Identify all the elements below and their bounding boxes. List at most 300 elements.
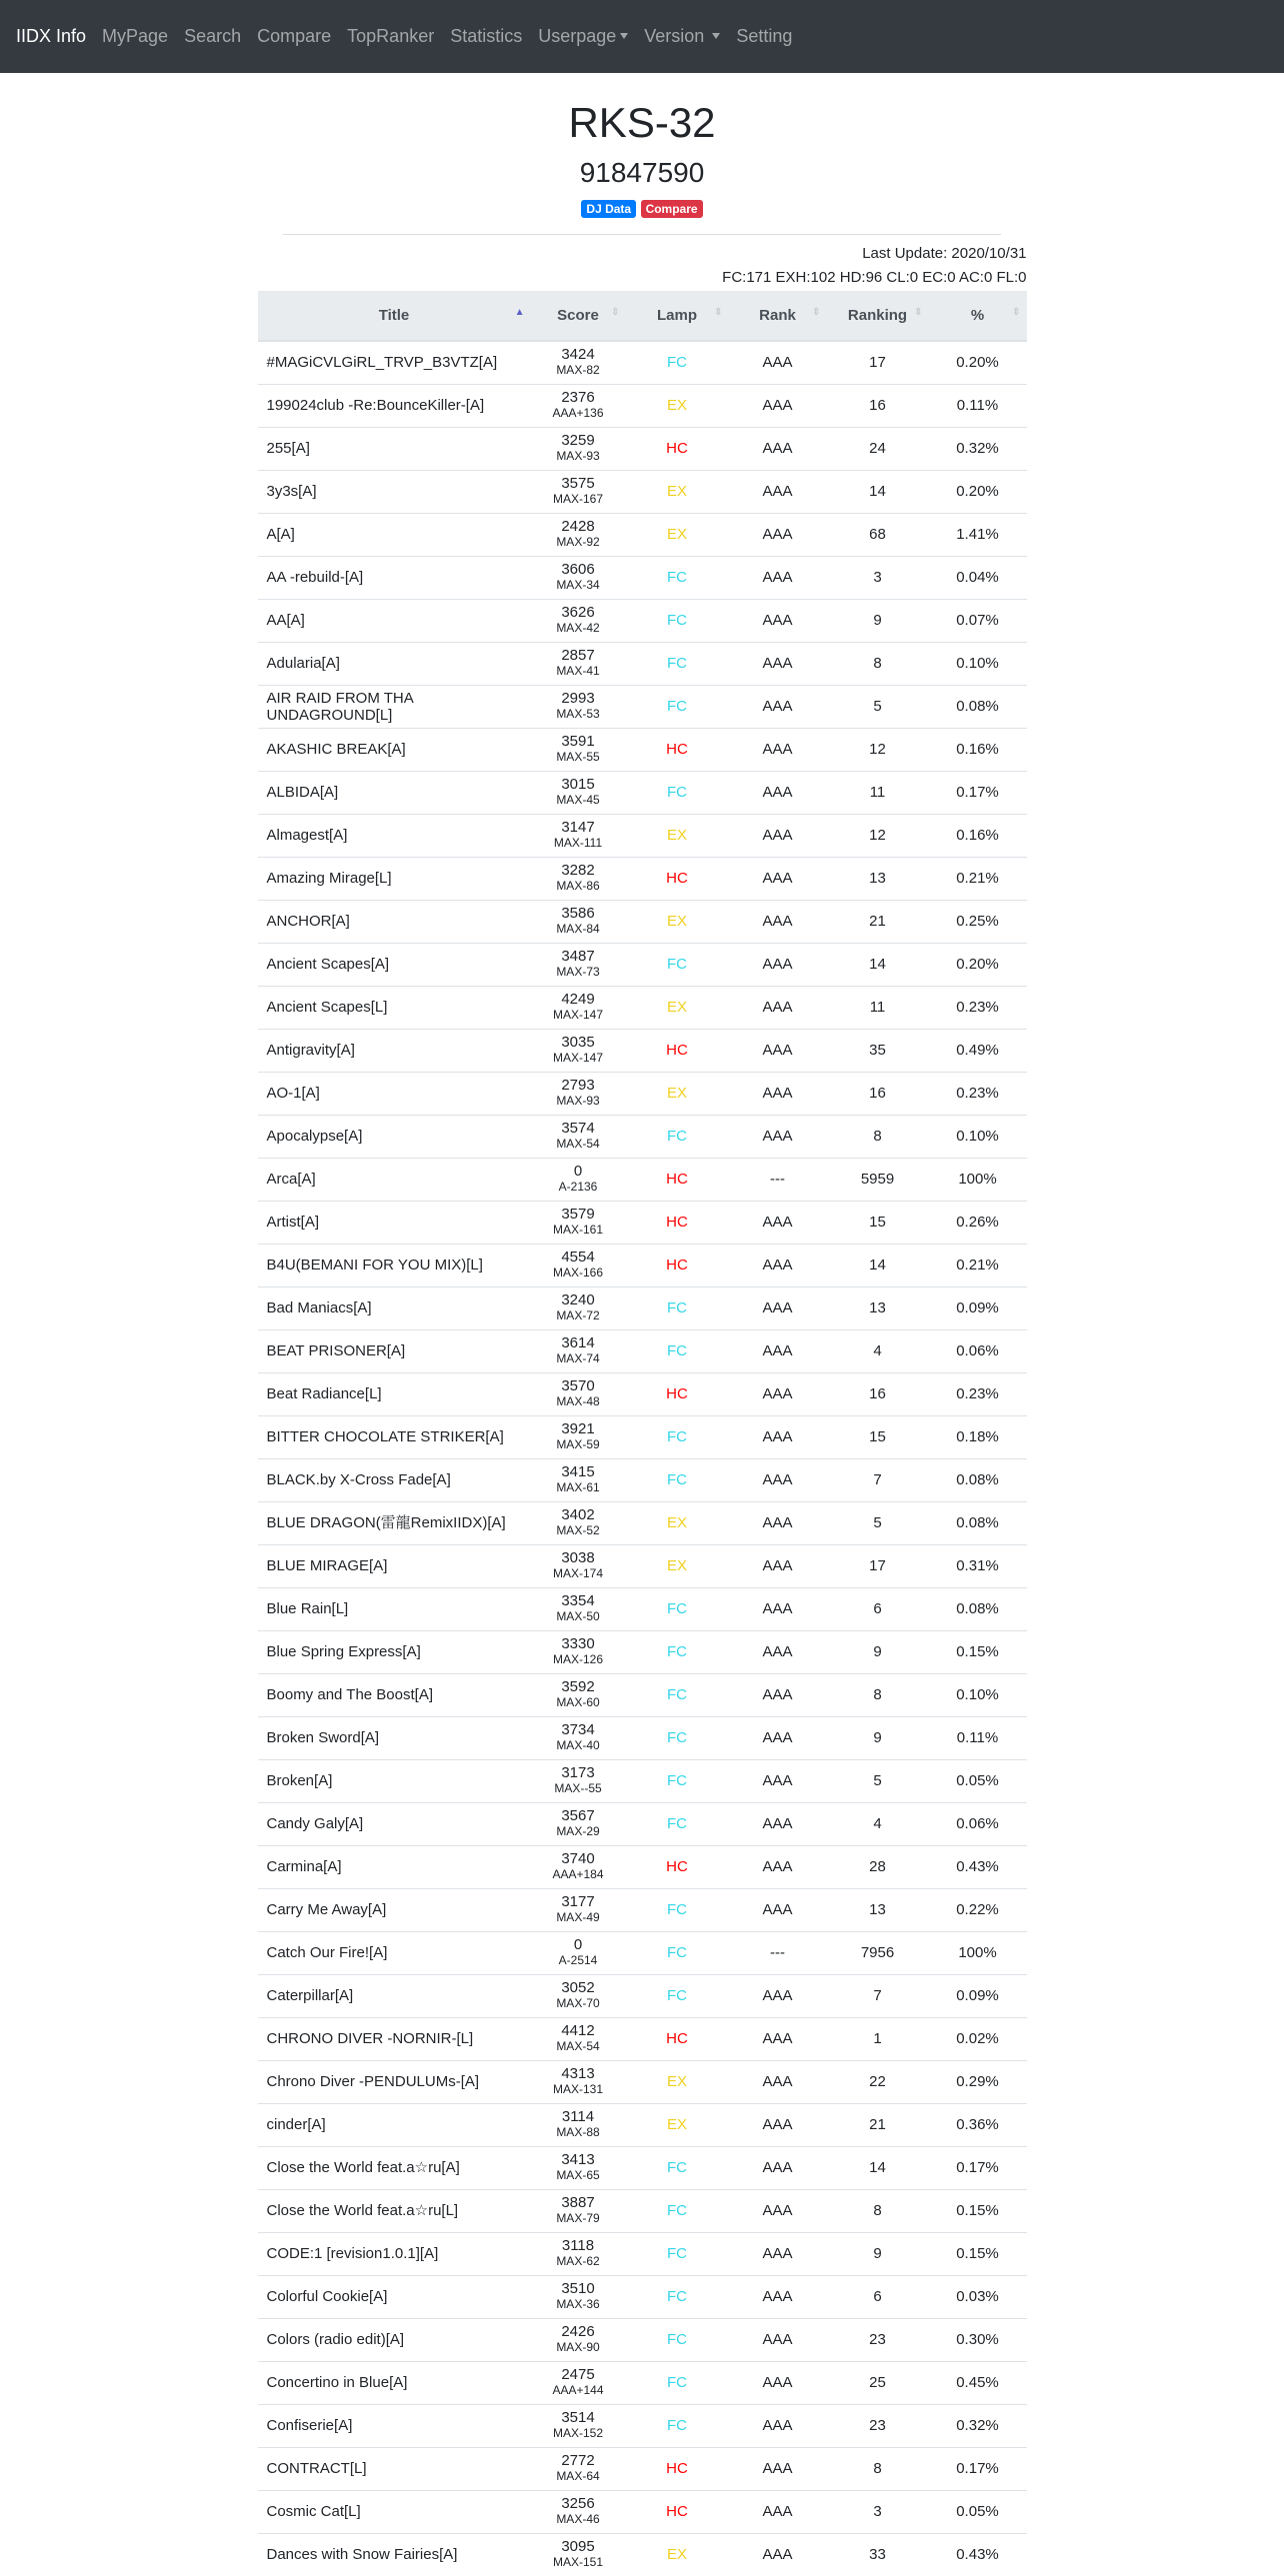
clear-lamp: EX [626,900,729,943]
clear-lamp: FC [626,2275,729,2318]
score-diff: MAX-79 [556,2211,600,2225]
table-row [258,1244,1027,1287]
clear-lamp: HC [626,2490,729,2533]
song-title-link[interactable]: Amazing Mirage[L] [266,870,392,887]
clear-lamp: HC [626,427,729,470]
score: 3402 [561,1506,595,1523]
score: 3887 [561,2194,595,2211]
score-diff: MAX-86 [556,879,600,893]
percentile: 0.08% [929,1501,1027,1544]
ranking: 35 [827,1029,929,1072]
clear-lamp: EX [626,470,729,513]
percentile: 0.06% [929,1329,1027,1372]
clear-lamp: HC [626,1029,729,1072]
nav-userpage-dropdown[interactable] [538,26,628,47]
song-title-link[interactable]: Blue Rain[L] [266,1600,349,1617]
table-row [258,384,1027,427]
percentile: 0.29% [929,2060,1027,2103]
score-diff: MAX-34 [556,578,600,592]
percentile: 0.11% [929,1716,1027,1759]
score-diff: MAX-70 [556,1996,600,2010]
ranking: 33 [827,2533,929,2576]
score-diff: MAX-72 [556,1308,600,1322]
player-name: RKS-32 [568,99,716,146]
score-diff: MAX-111 [553,836,603,850]
song-title-link[interactable]: Close the World feat.a☆ru[L] [266,2202,459,2219]
song-title-link[interactable]: ALBIDA[A] [266,784,339,801]
score: 2993 [561,690,595,707]
ranking: 8 [827,2447,929,2490]
score-diff: MAX-41 [556,664,600,678]
clear-lamp: HC [626,1201,729,1244]
score-diff: MAX-49 [556,1910,600,1924]
table-row [258,1072,1027,1115]
ranking: 4 [827,1802,929,1845]
player-id: 91847590 [579,157,705,188]
percentile: 0.32% [929,427,1027,470]
header-label: Score [557,307,599,324]
ranking: 17 [827,341,929,384]
rank: AAA [729,2232,827,2275]
nav-version-dropdown[interactable] [644,26,720,47]
score-diff: AAA+136 [552,406,604,420]
table-row [258,685,1027,728]
percentile: 0.23% [929,1072,1027,1115]
dj-data-button[interactable]: DJ Data [581,200,636,218]
score: 3487 [561,948,595,965]
ranking: 3 [827,2490,929,2533]
column-header-score[interactable] [531,291,626,341]
ranking: 8 [827,1115,929,1158]
song-title-link[interactable]: Ancient Scapes[L] [266,999,388,1016]
sort-icon: ⇕ [914,307,923,318]
song-title-link[interactable]: 255[A] [266,440,310,457]
score: 3734 [561,1721,595,1738]
ranking: 3 [827,556,929,599]
ranking: 1 [827,2017,929,2060]
compare-button[interactable]: Compare [641,200,703,218]
table-row [258,2146,1027,2189]
score: 3606 [561,561,595,578]
song-title-link[interactable]: BEAT PRISONER[A] [266,1342,406,1359]
nav-compare[interactable]: Compare [257,26,332,46]
percentile: 0.15% [929,2189,1027,2232]
song-title-link[interactable]: Carry Me Away[A] [266,1901,387,1918]
score-diff: MAX-131 [552,2082,604,2096]
song-title-link[interactable]: Cosmic Cat[L] [266,2503,361,2520]
table-row [258,857,1027,900]
rank: AAA [729,2404,827,2447]
song-title-link[interactable]: AA[A] [266,612,305,629]
song-title-link[interactable]: Broken[A] [266,1772,333,1789]
clear-lamp: EX [626,986,729,1029]
score-diff: MAX-48 [556,1394,600,1408]
percentile: 0.25% [929,900,1027,943]
percentile: 0.20% [929,943,1027,986]
rank: AAA [729,341,827,384]
song-title-link[interactable]: Arca[A] [266,1171,316,1188]
rank: AAA [729,2146,827,2189]
clear-lamp: FC [626,1802,729,1845]
clear-lamp: EX [626,513,729,556]
ranking: 7956 [827,1931,929,1974]
table-row [258,1888,1027,1931]
percentile: 0.21% [929,857,1027,900]
score-diff: MAX-53 [556,707,600,721]
score: 3424 [561,346,595,364]
song-title-link[interactable]: A[A] [266,526,295,543]
sort-asc-icon: ▲ [514,307,525,318]
ranking: 6 [827,2275,929,2318]
table-row [258,599,1027,642]
table-row [258,2103,1027,2146]
song-title-link[interactable]: CONTRACT[L] [266,2460,367,2477]
song-title-link[interactable]: 3y3s[A] [266,483,317,500]
table-row [258,2232,1027,2275]
song-title-link[interactable]: Caterpillar[A] [266,1987,354,2004]
score: 3330 [561,1635,595,1652]
song-title-link[interactable]: BITTER CHOCOLATE STRIKER[A] [266,1428,504,1445]
rank: AAA [729,2447,827,2490]
score: 3413 [561,2151,595,2168]
column-header-percent[interactable] [929,291,1027,341]
table-row [258,1931,1027,1974]
ranking: 7 [827,1458,929,1501]
header-label: % [970,307,985,324]
percentile: 0.10% [929,1673,1027,1716]
rank: AAA [729,1888,827,1931]
song-title-link[interactable]: CHRONO DIVER -NORNIR-[L] [266,2030,474,2047]
score: 3240 [561,1291,595,1308]
ranking: 5 [827,1759,929,1802]
rank: AAA [729,1802,827,1845]
song-title-link[interactable]: Blue Spring Express[A] [266,1643,421,1660]
table-row [258,2017,1027,2060]
clear-lamp: FC [626,1888,729,1931]
ranking: 25 [827,2361,929,2404]
score-diff: MAX-54 [556,1137,600,1151]
score-diff: MAX-166 [552,1266,604,1280]
column-header-rank[interactable] [729,291,827,341]
table-row [258,1673,1027,1716]
table-row [258,1115,1027,1158]
clear-lamp: FC [626,2146,729,2189]
table-row [258,2490,1027,2533]
header-label: Title [378,307,410,324]
score: 3038 [561,1549,595,1566]
clear-lamp: FC [626,2189,729,2232]
score: 3740 [561,1850,595,1867]
clear-lamp: FC [626,341,729,384]
song-title-link[interactable]: Concertino in Blue[A] [266,2374,408,2391]
score: 2428 [561,518,595,535]
clear-lamp: FC [626,2318,729,2361]
percentile: 0.22% [929,1888,1027,1931]
table-row [258,900,1027,943]
percentile: 0.32% [929,2404,1027,2447]
table-row [258,2060,1027,2103]
song-title-link[interactable]: cinder[A] [266,2116,326,2133]
clear-lamp: HC [626,1845,729,1888]
nav-mypage[interactable]: MyPage [102,26,169,46]
table-row [258,1158,1027,1201]
ranking: 5 [827,685,929,728]
rank: AAA [729,1974,827,2017]
song-title-link[interactable]: BLACK.by X-Cross Fade[A] [266,1471,451,1488]
rank: AAA [729,1072,827,1115]
percentile: 0.09% [929,1974,1027,2017]
score: 0 [573,1936,583,1953]
song-title-link[interactable]: BLUE DRAGON(雷龍RemixIIDX)[A] [266,1514,506,1531]
score-diff: MAX-126 [552,1652,604,1666]
score: 4249 [561,991,595,1008]
score: 3574 [561,1120,595,1137]
clear-lamp: HC [626,728,729,771]
ranking: 12 [827,728,929,771]
percentile: 0.20% [929,341,1027,384]
lamp-summary: FC:171 EXH:102 HD:96 CL:0 EC:0 AC:0 FL:0 [722,269,1027,286]
ranking: 16 [827,384,929,427]
rank: AAA [729,1630,827,1673]
clear-lamp: HC [626,857,729,900]
score-diff: MAX-42 [556,621,600,635]
percentile: 0.45% [929,2361,1027,2404]
clear-lamp: FC [626,1287,729,1329]
score-diff: MAX-62 [556,2254,600,2268]
song-title-link[interactable]: Dances with Snow Fairies[A] [266,2546,458,2564]
song-title-link[interactable]: Confiserie[A] [266,2417,353,2434]
ranking: 28 [827,1845,929,1888]
song-title-link[interactable]: CODE:1 [revision1.0.1][A] [266,2245,439,2262]
table-row [258,943,1027,986]
score-diff: MAX-93 [556,449,600,463]
song-title-link[interactable]: Broken Sword[A] [266,1729,380,1746]
table-row [258,2533,1027,2576]
rank: AAA [729,1115,827,1158]
rank: AAA [729,986,827,1029]
table-row [258,1759,1027,1802]
clear-lamp: FC [626,1759,729,1802]
clear-lamp: FC [626,1458,729,1501]
table-row [258,728,1027,771]
rank: AAA [729,2361,827,2404]
song-title-link[interactable]: BLUE MIRAGE[A] [266,1557,388,1574]
ranking: 9 [827,599,929,642]
score-diff: MAX-147 [552,1008,604,1022]
score: 4412 [561,2022,595,2039]
song-title-link[interactable]: Ancient Scapes[A] [266,956,390,973]
song-title-link[interactable]: Boomy and The Boost[A] [266,1686,433,1703]
rank: AAA [729,1759,827,1802]
ranking: 11 [827,771,929,814]
song-title-link[interactable]: Adularia[A] [266,655,340,672]
ranking: 21 [827,2103,929,2146]
ranking: 13 [827,1287,929,1329]
rank: AAA [729,1673,827,1716]
score: 3118 [561,2237,595,2254]
song-title-link[interactable]: AO-1[A] [266,1085,320,1102]
column-header-title[interactable] [258,291,531,341]
clear-lamp: FC [626,1716,729,1759]
song-title-link[interactable]: Carmina[A] [266,1858,342,1875]
table-row [258,470,1027,513]
ranking: 6 [827,1587,929,1630]
nav-statistics[interactable]: Statistics [450,26,523,46]
song-title-link[interactable]: Almagest[A] [266,827,348,844]
score-diff: MAX-82 [556,363,600,378]
song-title-link[interactable]: Chrono Diver -PENDULUMs-[A] [266,2073,480,2090]
clear-lamp: EX [626,814,729,857]
song-title-link[interactable]: Colorful Cookie[A] [266,2288,388,2305]
header-label: Ranking [847,307,908,324]
clear-lamp: EX [626,2533,729,2576]
score-diff: MAX-60 [556,1695,600,1709]
percentile: 0.09% [929,1287,1027,1329]
song-title-link[interactable]: ANCHOR[A] [266,913,350,930]
table-row [258,2404,1027,2447]
table-row [258,1630,1027,1673]
clear-lamp: EX [626,1544,729,1587]
song-title-link[interactable]: Bad Maniacs[A] [266,1299,372,1316]
ranking: 68 [827,513,929,556]
percentile: 0.23% [929,1372,1027,1415]
score-diff: MAX-65 [556,2168,600,2182]
percentile: 0.16% [929,728,1027,771]
clear-lamp: EX [626,1501,729,1544]
rank: --- [729,1158,827,1201]
song-title-link[interactable]: AIR RAID FROM THA UNDAGROUND[L] [266,689,413,724]
rank: AAA [729,513,827,556]
song-title-link[interactable]: Candy Galy[A] [266,1815,364,1832]
percentile: 0.18% [929,1415,1027,1458]
ranking: 13 [827,857,929,900]
percentile: 0.43% [929,2533,1027,2576]
percentile: 0.03% [929,2275,1027,2318]
rank: AAA [729,2103,827,2146]
score-diff: MAX-92 [556,535,600,549]
ranking: 12 [827,814,929,857]
column-header-lamp[interactable] [626,291,729,341]
song-title-link[interactable]: 199024club -Re:BounceKiller-[A] [266,397,485,414]
score-diff: MAX-73 [556,965,600,979]
clear-lamp: FC [626,771,729,814]
score: 3567 [561,1807,595,1824]
rank: AAA [729,1501,827,1544]
divider [283,234,1001,235]
nav-topranker[interactable]: TopRanker [347,26,435,46]
percentile: 0.15% [929,2232,1027,2275]
clear-lamp: EX [626,2103,729,2146]
percentile: 0.08% [929,1587,1027,1630]
table-row [258,1802,1027,1845]
ranking: 15 [827,1201,929,1244]
percentile: 0.04% [929,556,1027,599]
score: 3614 [561,1334,595,1351]
song-title-link[interactable]: Artist[A] [266,1214,320,1231]
score: 3147 [561,819,595,836]
clear-lamp: FC [626,1673,729,1716]
score: 3570 [561,1377,595,1394]
table-row [258,1287,1027,1329]
score: 2857 [561,647,595,664]
ranking: 8 [827,642,929,685]
song-title-link[interactable]: Apocalypse[A] [266,1128,363,1145]
score-diff: MAX-55 [556,750,600,764]
table-row [258,986,1027,1029]
rank: --- [729,1931,827,1974]
table-row [258,513,1027,556]
score: 3586 [561,905,595,922]
song-title-link[interactable]: B4U(BEMANI FOR YOU MIX)[L] [266,1257,483,1274]
percentile: 0.02% [929,2017,1027,2060]
score: 2426 [561,2323,595,2340]
clear-lamp: FC [626,1974,729,2017]
rank: AAA [729,771,827,814]
nav-search[interactable]: Search [184,26,242,46]
rank: AAA [729,2189,827,2232]
song-title-link[interactable]: Colors (radio edit)[A] [266,2331,405,2348]
table-row [258,642,1027,685]
clear-lamp: FC [626,685,729,728]
rank: AAA [729,556,827,599]
percentile: 0.21% [929,1244,1027,1287]
ranking: 15 [827,1415,929,1458]
sort-icon: ⇕ [812,307,821,318]
percentile: 0.06% [929,1802,1027,1845]
clear-lamp: FC [626,2404,729,2447]
ranking: 8 [827,2189,929,2232]
clear-lamp: FC [626,1630,729,1673]
song-title-link[interactable]: #MAGiCVLGiRL_TRVP_B3VTZ[A] [266,354,498,372]
header-label: Rank [759,307,796,324]
percentile: 0.05% [929,2490,1027,2533]
ranking: 16 [827,1372,929,1415]
percentile: 0.31% [929,1544,1027,1587]
score: 3015 [561,776,595,793]
ranking: 8 [827,1673,929,1716]
percentile: 0.08% [929,685,1027,728]
score-diff: MAX--55 [554,1781,602,1795]
song-title-link[interactable]: Catch Our Fire![A] [266,1944,388,1961]
song-title-link[interactable]: Antigravity[A] [266,1042,355,1059]
percentile: 0.15% [929,1630,1027,1673]
nav-setting[interactable]: Setting [736,26,793,46]
clear-lamp: FC [626,1587,729,1630]
score: 3579 [561,1206,595,1223]
score-diff: MAX-64 [556,2469,600,2483]
clear-lamp: FC [626,1415,729,1458]
score: 3259 [561,432,595,449]
song-title-link[interactable]: AKASHIC BREAK[A] [266,741,406,758]
brand-link[interactable]: IIDX Info [16,26,87,46]
song-title-link[interactable]: AA -rebuild-[A] [266,569,364,586]
clear-lamp: HC [626,1244,729,1287]
rank: AAA [729,1587,827,1630]
rank: AAA [729,685,827,728]
ranking: 11 [827,986,929,1029]
percentile: 0.49% [929,1029,1027,1072]
percentile: 0.43% [929,1845,1027,1888]
score: 2793 [561,1077,595,1094]
ranking: 23 [827,2404,929,2447]
percentile: 0.23% [929,986,1027,1029]
rank: AAA [729,2490,827,2533]
ranking: 21 [827,900,929,943]
song-title-link[interactable]: Beat Radiance[L] [266,1385,382,1402]
song-title-link[interactable]: Close the World feat.a☆ru[A] [266,2159,460,2176]
score-table [258,291,1027,2576]
column-header-ranking[interactable] [827,291,929,341]
